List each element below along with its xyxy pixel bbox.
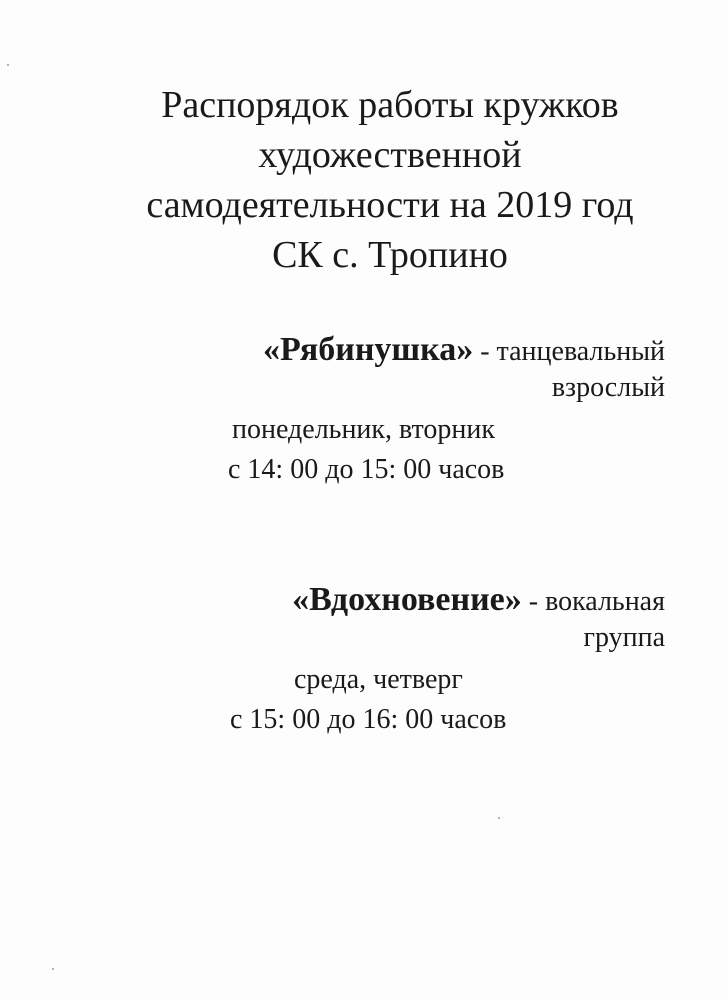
group-1-type-continued: взрослый — [551, 372, 665, 403]
group-1-name: «Рябинушка» — [262, 331, 474, 368]
title-line-2: художественной — [258, 134, 522, 176]
group-2-heading — [292, 582, 665, 620]
group-1-heading — [263, 332, 665, 370]
title-line-1: Распорядок работы кружков — [161, 84, 619, 126]
scan-speck — [498, 817, 500, 819]
title-line-3: самодеятельности на 2019 год — [146, 184, 634, 226]
group-1-time: с 14: 00 до 15: 00 часов — [228, 454, 505, 485]
group-2-days: среда, четверг — [294, 664, 463, 695]
scan-speck — [52, 968, 54, 970]
scan-speck — [7, 64, 9, 66]
group-2-type: - вокальная — [521, 586, 665, 617]
group-1-days: понедельник, вторник — [232, 414, 495, 445]
group-2-name: «Вдохновение» — [292, 581, 522, 618]
group-2-type-continued: группа — [583, 622, 665, 653]
page-title — [60, 80, 720, 280]
title-line-4: СК с. Тропино — [272, 234, 508, 276]
group-1-type: - танцевальный — [473, 336, 665, 367]
group-2-time: с 15: 00 до 16: 00 часов — [230, 704, 507, 735]
